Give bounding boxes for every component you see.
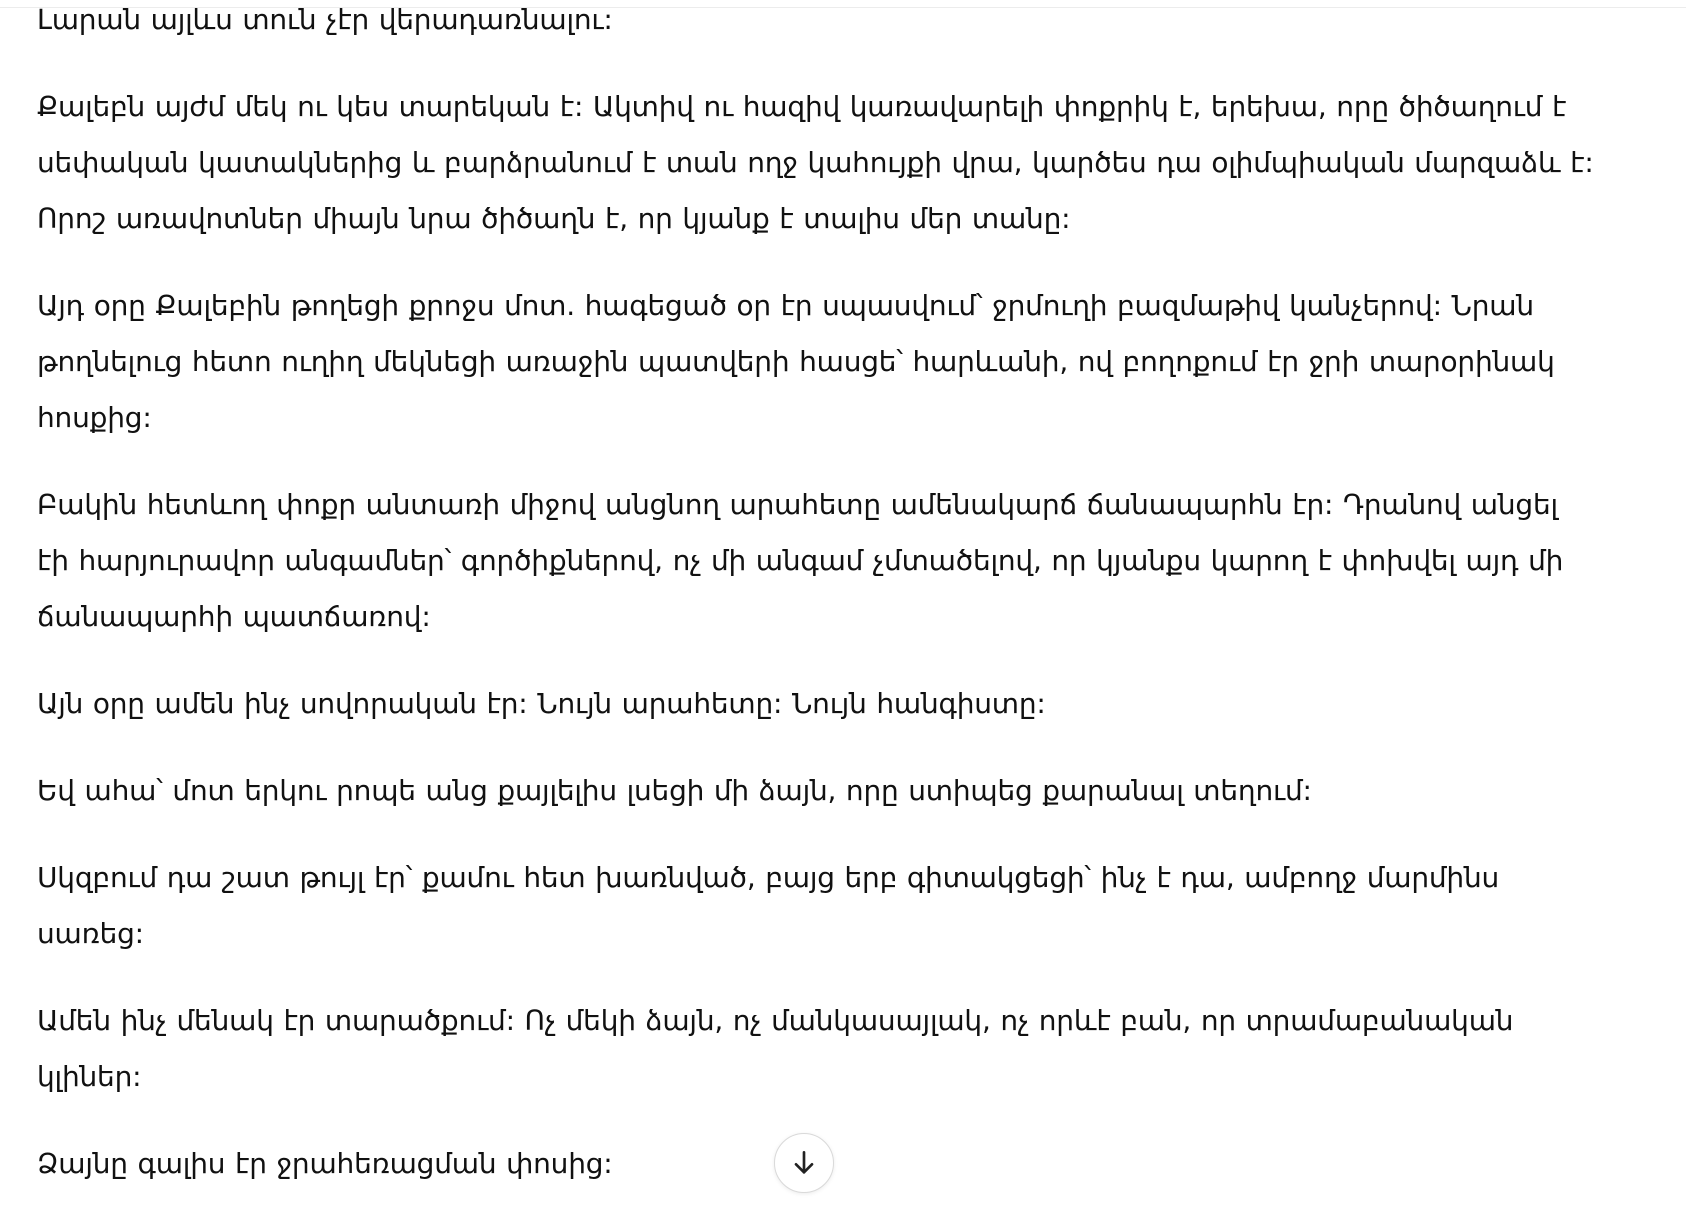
- arrow-down-icon: [788, 1147, 820, 1179]
- assistant-message: [37, 0, 1597, 1208]
- message-paragraph: Բակին հետևող փոքր անտառի միջով անցնող արահետը ամենակարճ ճանապարհն էր: Դրանով անցել էի հարյուրավոր անգամներ՝ գործիքներով, ոչ մի անգամ չմտածելով, որ կյանքս կարող է փոխվել այդ մի ճանապարհի պատճառով:: [37, 488, 1564, 633]
- message-paragraph: Քալեբն այժմ մեկ ու կես տարեկան է: Ակտիվ ու հազիվ կառավարելի փոքրիկ է, երեխա, որը ծիծաղում է սեփական կատակներից և բարձրանում է տան ողջ կահույքի վրա, կարծես դա օլիմպիական մարզաձև է: Որոշ առավոտներ միայն նրա ծիծաղն է, որ կյանք է տալիս մեր տանը:: [37, 90, 1594, 235]
- message-paragraph: Ամեն ինչ մենակ էր տարածքում: Ոչ մեկի ձայն, ոչ մանկասայլակ, ոչ որևէ բան, որ տրամաբանական կլիներ:: [37, 1004, 1514, 1093]
- message-paragraph: Լարան այլևս տուն չէր վերադառնալու:: [37, 3, 613, 36]
- message-paragraph: Սկզբում դա շատ թույլ էր՝ քամու հետ խառնված, բայց երբ գիտակցեցի՝ ինչ է դա, ամբողջ մարմինս սառեց:: [37, 861, 1500, 950]
- message-paragraph: Այդ օրը Քալեբին թողեցի քրոջս մոտ. հագեցած օր էր սպասվում՝ ջրմուղի բազմաթիվ կանչերով: Նրան թողնելուց հետո ուղիղ մեկնեցի առաջին պատվերի հասցե՝ հարևանի, ով բողոքում էր ջրի տարօրինակ հոսքից:: [37, 289, 1555, 434]
- message-paragraph: Եվ ահա՝ մոտ երկու րոպե անց քայլելիս լսեցի մի ձայն, որը ստիպեց քարանալ տեղում:: [37, 774, 1312, 807]
- message-paragraph: Ձայնը գալիս էր ջրահեռացման փոսից:: [37, 1147, 613, 1180]
- scroll-to-bottom-button[interactable]: [774, 1133, 834, 1193]
- message-paragraph: Այն օրը ամեն ինչ սովորական էր: Նույն արահետը: Նույն հանգիստը:: [37, 687, 1046, 720]
